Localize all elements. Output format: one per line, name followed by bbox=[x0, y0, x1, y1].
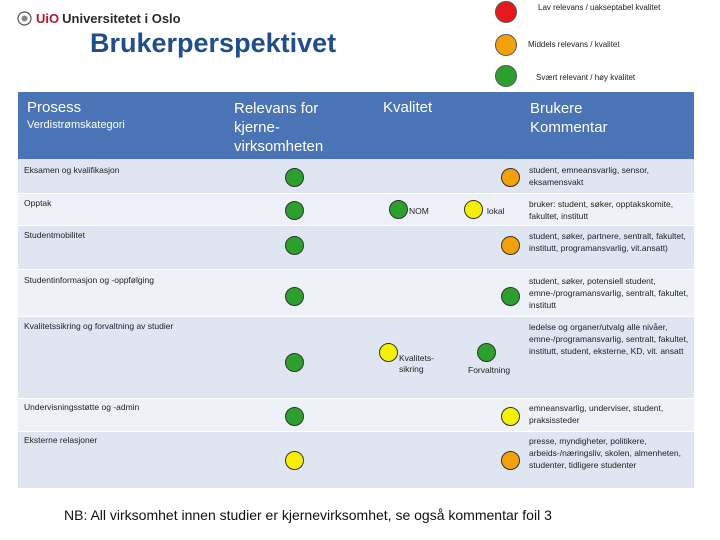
legend-label-orange: Middels relevans / kvalitet bbox=[528, 40, 620, 49]
relevans-dot bbox=[285, 236, 304, 255]
kvalitet-dot bbox=[501, 451, 520, 470]
row-comment: student, søker, potensiell student, emne-/programansvarlig, sentralt, fakultet, institutt bbox=[529, 276, 689, 310]
legend-label-green: Svært relevant / høy kvalitet bbox=[536, 73, 636, 82]
table-row bbox=[18, 226, 694, 270]
row-label: Eksterne relasjoner bbox=[24, 435, 98, 445]
row-comment: student, emneansvarlig, sensor, eksamensvakt bbox=[529, 165, 650, 187]
row-comment: emneansvarlig, underviser, student, praksissteder bbox=[529, 403, 664, 425]
logo-prefix: UiO bbox=[36, 10, 60, 26]
row-comment: ledelse og organer/utvalg alle nivåer, emne-/programansvarlig, sentralt, fakultet, institutt, student, eksterne, KD, vit. ansatt bbox=[529, 322, 689, 356]
relevans-dot bbox=[285, 407, 304, 426]
row-label: Opptak bbox=[24, 198, 52, 208]
kvalitet-dot-forvaltning bbox=[477, 343, 496, 362]
row-label: Undervisningsstøtte og -admin bbox=[24, 402, 140, 412]
legend-dot-orange bbox=[495, 34, 517, 56]
header-relevans: Relevans for kjerne-virksomheten bbox=[234, 100, 324, 155]
kvalitet-label-lokal: lokal bbox=[487, 206, 505, 216]
header-brukere: Brukere Kommentar bbox=[530, 100, 608, 136]
table-row bbox=[18, 159, 694, 194]
kvalitet-dot bbox=[501, 407, 520, 426]
relevans-dot bbox=[285, 168, 304, 187]
kvalitet-dot bbox=[501, 168, 520, 187]
row-comment: student, søker, partnere, sentralt, fakultet, institutt, programansvarlig, vit.ansatt) bbox=[529, 231, 686, 253]
relevans-dot bbox=[285, 201, 304, 220]
table-header bbox=[18, 92, 694, 159]
header-verdistrom: Verdistrømskategori bbox=[27, 119, 125, 131]
university-logo bbox=[17, 9, 181, 27]
row-label: Studentmobilitet bbox=[24, 230, 85, 240]
row-comment: bruker: student, søker, opptakskomite, fakultet, institutt bbox=[529, 199, 674, 221]
row-label: Eksamen og kvalifikasjon bbox=[24, 165, 120, 175]
header-kvalitet: Kvalitet bbox=[383, 99, 433, 116]
legend-label-red: Lav relevans / uakseptabel kvalitet bbox=[538, 3, 661, 12]
logo-name: Universitetet i Oslo bbox=[62, 10, 181, 26]
kvalitet-label-nom: NOM bbox=[409, 206, 429, 216]
footnote: NB: All virksomhet innen studier er kjernevirksomhet, se også kommentar foil 3 bbox=[64, 507, 552, 523]
relevans-dot bbox=[285, 353, 304, 372]
legend-dot-red bbox=[495, 1, 517, 23]
kvalitet-label-forvaltning: Forvaltning bbox=[468, 365, 511, 375]
table-row bbox=[18, 194, 694, 226]
kvalitet-dot bbox=[501, 236, 520, 255]
row-label: Kvalitetssikring og forvaltning av studier bbox=[24, 321, 174, 331]
kvalitet-dot bbox=[501, 287, 520, 306]
kvalitet-dot-lokal bbox=[464, 200, 483, 219]
legend-dot-green bbox=[495, 65, 517, 87]
kvalitet-label-kvalitetssikring: Kvalitets-sikring bbox=[399, 353, 434, 374]
relevans-dot bbox=[285, 451, 304, 470]
table-row bbox=[18, 317, 694, 399]
kvalitet-dot-kvalitetssikring bbox=[379, 343, 398, 362]
row-comment: presse, myndigheter, politikere, arbeids-/næringsliv, skolen, almenheten, studenter, tidligere studenter bbox=[529, 436, 681, 470]
relevans-dot bbox=[285, 287, 304, 306]
seal-icon bbox=[17, 11, 32, 26]
kvalitet-dot-nom bbox=[389, 200, 408, 219]
table-row bbox=[18, 432, 694, 489]
row-label: Studentinformasjon og -oppfølging bbox=[24, 275, 154, 285]
header-prosess: Prosess bbox=[27, 99, 82, 116]
table-row bbox=[18, 399, 694, 432]
table-row bbox=[18, 270, 694, 317]
page-title: Brukerperspektivet bbox=[90, 28, 337, 58]
